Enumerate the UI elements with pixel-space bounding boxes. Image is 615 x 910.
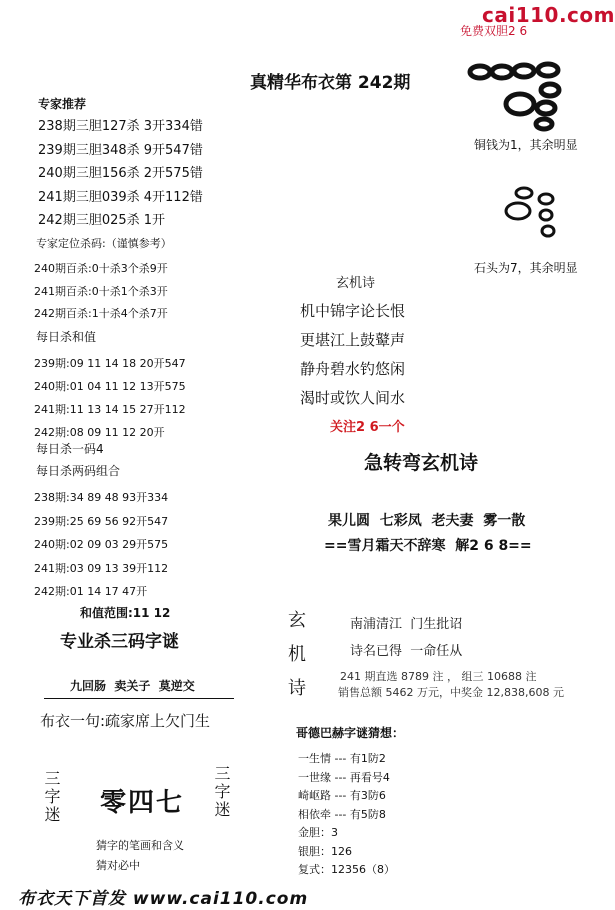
buyi-line: 布衣一句:疏家席上欠门生 [40,712,211,730]
phrases: 果儿圆 七彩凤 老夫妻 雾一散 [328,513,526,529]
list-item: 242期百杀:1十杀4个杀7开 [34,307,168,320]
list-item: 241期百杀:0十杀1个杀3开 [34,284,168,298]
list-item: 银胆：126 [298,844,352,858]
xuanji-poem [300,297,405,413]
riddle3-items: 九回肠 卖关子 莫逆交 [70,679,195,693]
vertical-char: 玄 [288,610,306,631]
kill-position-list [34,258,168,326]
coin-clue-image [466,60,570,136]
list-item: 239期三胆348杀 9开547错 [38,142,203,158]
divider [44,698,234,699]
site-tag: 免费双胆2 6 [460,24,528,38]
xuan-ji-shi-vertical [288,604,306,706]
list-item: 242期三胆025杀 1开 [38,213,166,228]
kill-two-list [34,486,168,604]
sharp-turn-title: 急转弯玄机诗 [364,452,479,474]
three-char-note-2: 猜对必中 [96,859,140,872]
kill-one-heading: 每日杀一码4 [36,442,104,456]
list-item: 240期百杀:0十杀3个杀9开 [34,262,168,275]
list-item: 崎岖路 --- 有3防6 [298,789,386,802]
list-item: 240期:01 04 11 12 13开575 [34,380,186,393]
list-item: 一世缘 --- 再看号4 [298,770,390,784]
list-item: 金胆：3 [298,826,338,839]
list-item: 相依牵 --- 有5防8 [298,807,386,821]
list-item: 242期:01 14 17 47开 [34,585,148,598]
poem-line: 静舟碧水钓悠闲 [300,360,406,378]
goldbach-list [298,750,395,880]
list-item: 241期:11 13 14 15 27开112 [34,403,186,416]
site-logo: cai110.com [482,3,615,27]
list-item: 一生情 --- 有1防2 [298,752,386,765]
list-item: 242期:08 09 11 12 20开 [34,426,165,439]
page-title: 真精华布衣第 242期 [250,73,411,93]
focus-note: 关注2 6一个 [330,420,405,435]
three-char-center: 零四七 [100,788,185,818]
stone-clue-image [490,185,560,243]
kill-sum-list [34,352,186,444]
three-char-right: 三字迷 [212,765,231,819]
vertical-char: 机 [288,644,306,665]
list-item: 238期三胆127杀 3开334错 [38,119,203,134]
expert-heading: 专家推荐 [38,97,87,111]
three-char-left: 三字迷 [42,770,61,824]
draw-info-1: 241 期直选 8789 注 ， 组三 10688 注 [340,670,537,683]
goldbach-heading: 哥德巴赫字谜猜想： [296,726,405,740]
coin-caption: 铜钱为1，其余明显 [474,138,578,152]
kill-two-heading: 每日杀两码组合 [36,464,121,478]
xuan-ji-shi-line-2: 诗名已得 一命任从 [350,644,463,659]
poem-line: 渴时或饮人间水 [300,389,406,407]
sum-range: 和值范围:11 12 [80,606,171,620]
list-item: 240期:02 09 03 29开575 [34,538,169,551]
xuanji-heading: 玄机诗 [336,276,376,291]
kill-sum-heading: 每日杀和值 [36,330,97,344]
draw-info-2: 销售总额 5462 万元，中奖金 12,838,608 元 [338,686,564,699]
list-item: 241期:03 09 13 39开112 [34,561,169,575]
expert-list [38,115,203,233]
poem-line: 机中锦字论长恨 [300,302,406,320]
list-item: 复式：12356（8） [298,863,395,876]
list-item: 239期:09 11 14 18 20开547 [34,357,186,370]
three-char-note-1: 猜字的笔画和含义 [96,839,184,852]
list-item: 238期:34 89 48 93开334 [34,491,169,504]
riddle3-heading: 专业杀三码字谜 [60,632,179,652]
kill-position-heading: 专家定位杀码:（谨慎参考） [36,237,172,250]
xuan-ji-shi-line-1: 南浦清江 门生批诏 [350,617,463,632]
snow-line: ==雪月霜天不辞寒 解2 6 8== [324,538,532,554]
poem-line: 更堪江上鼓鼙声 [300,331,406,349]
list-item: 239期:25 69 56 92开547 [34,514,169,528]
list-item: 241期三胆039杀 4开112错 [38,189,203,205]
stone-caption: 石头为7，其余明显 [474,261,578,275]
vertical-char: 诗 [288,678,306,699]
footer-text: 布衣天下首发 www.cai110.com [18,889,309,909]
list-item: 240期三胆156杀 2开575错 [38,166,203,181]
